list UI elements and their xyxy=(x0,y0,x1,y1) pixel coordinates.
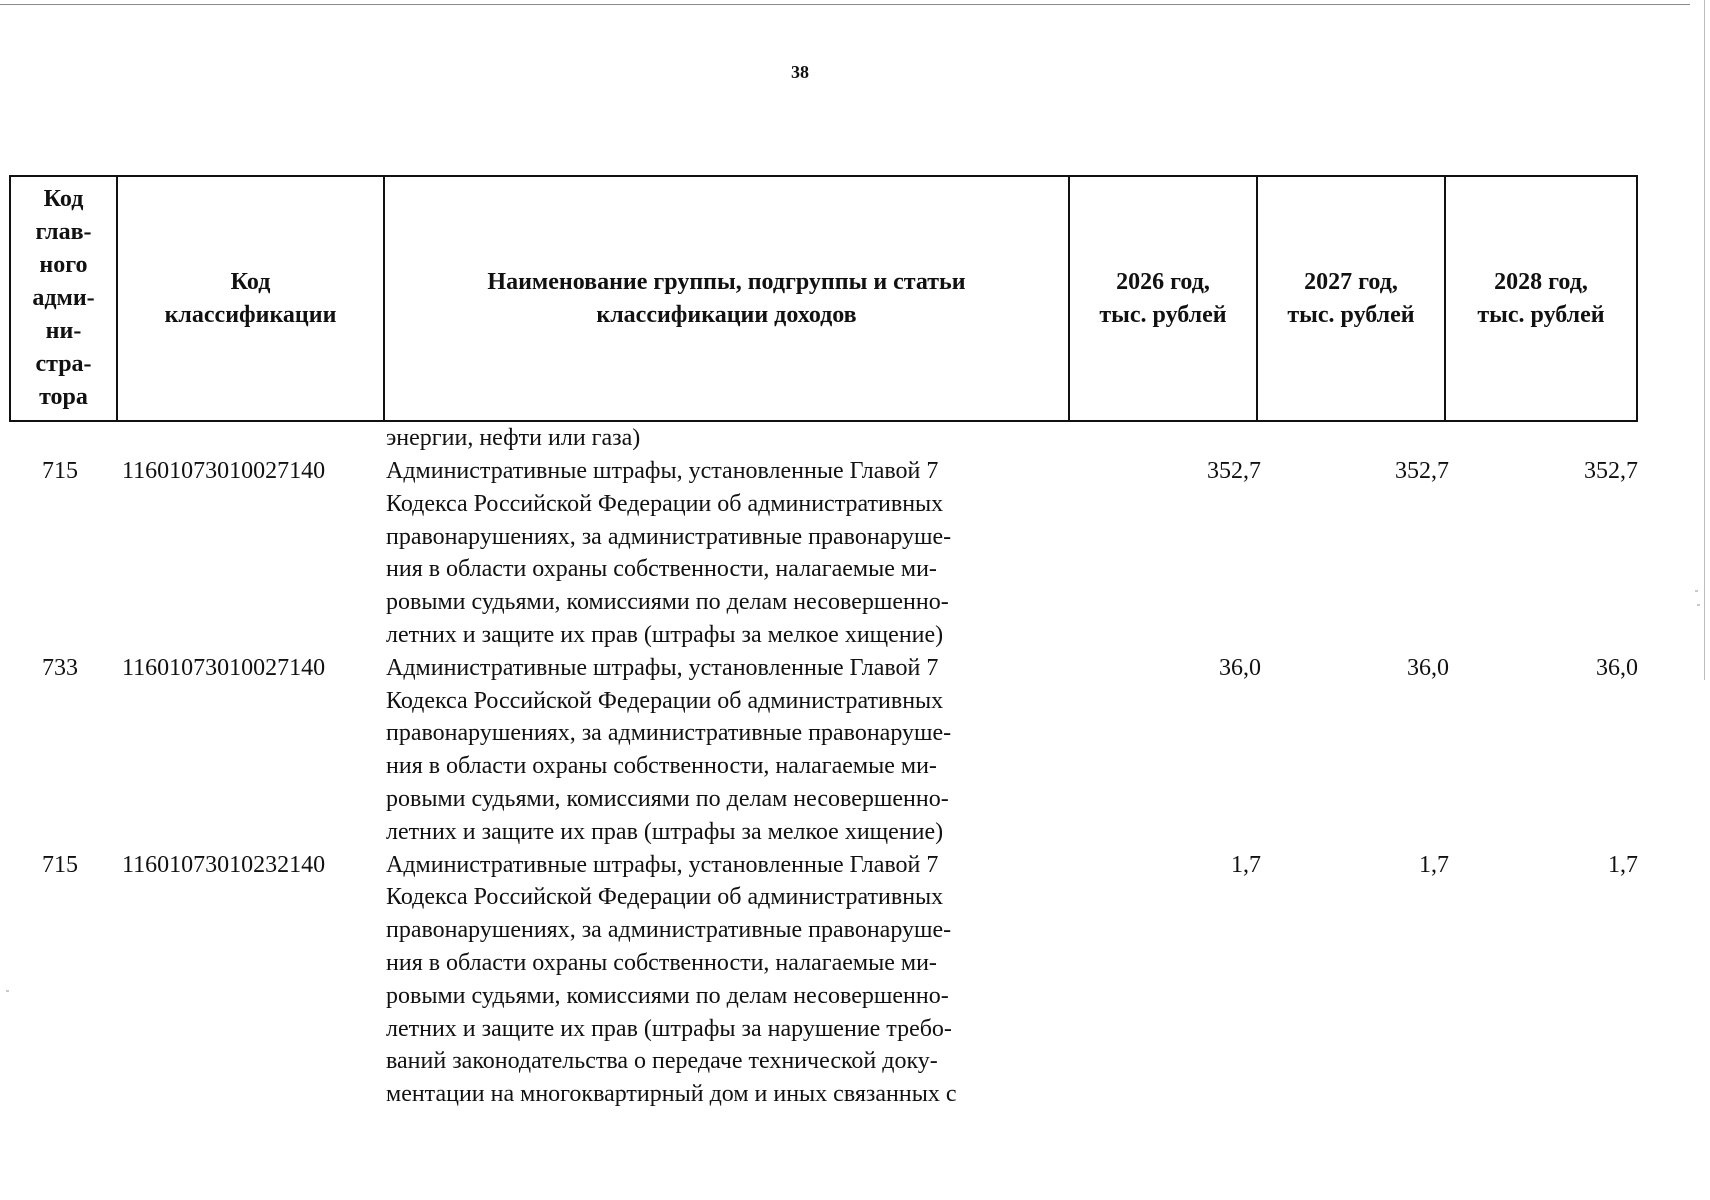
header-year-2026 xyxy=(1069,176,1257,421)
description-line: ровыми судьями, комиссиями по делам несовершенно- xyxy=(386,589,949,616)
value-2027-cell: 352,7 xyxy=(1395,458,1449,484)
description-line: ния в области охраны собственности, налагаемые ми- xyxy=(386,949,937,976)
header-classification-code-line: Код xyxy=(230,268,271,295)
description-line: Административные штрафы, установленные Главой 7 xyxy=(386,851,939,878)
value-2026-cell: 1,7 xyxy=(1231,851,1261,878)
description-line: правонарушениях, за административные правонаруше- xyxy=(386,720,952,747)
header-year-2028 xyxy=(1445,176,1637,421)
header-admin-code-line: адми- xyxy=(32,285,95,311)
value-2028-cell: 36,0 xyxy=(1596,654,1638,681)
description-line: ровыми судьями, комиссиями по делам несовершенно- xyxy=(386,785,949,812)
description-line: Кодекса Российской Федерации об административных xyxy=(386,884,944,911)
value-2028-cell: 1,7 xyxy=(1608,851,1638,878)
page-number: 38 xyxy=(791,62,809,82)
description-line: летних и защите их прав (штрафы за мелкое хищение) xyxy=(386,818,944,845)
description-line: летних и защите их прав (штрафы за нарушение требо- xyxy=(386,1015,952,1042)
header-admin-code-line: ного xyxy=(39,252,88,278)
header-admin-code-line: Код xyxy=(43,186,84,212)
header-year-2026-line: тыс. рублей xyxy=(1099,301,1227,328)
description-line: ния в области охраны собственности, налагаемые ми- xyxy=(386,753,937,780)
continuation-text: энергии, нефти или газа) xyxy=(386,425,641,451)
description-line: летних и защите их прав (штрафы за мелкое хищение) xyxy=(386,621,944,648)
description-line: правонарушениях, за административные правонаруше- xyxy=(386,917,952,944)
scan-speck xyxy=(1697,604,1700,606)
header-admin-code-line: тора xyxy=(39,384,88,410)
header-name-line: Наименование группы, подгруппы и статьи xyxy=(487,268,966,295)
header-name-line: классификации доходов xyxy=(596,301,857,328)
header-year-2028-line: 2028 год, xyxy=(1494,268,1588,295)
admin-code-cell: 715 xyxy=(42,458,78,484)
description-line: Административные штрафы, установленные Главой 7 xyxy=(386,458,939,484)
header-admin-code xyxy=(10,176,117,421)
header-year-2027 xyxy=(1257,176,1445,421)
scan-speck xyxy=(1695,590,1698,592)
classification-code-cell: 11601073010027140 xyxy=(122,654,326,681)
header-name xyxy=(384,176,1069,421)
classification-code-cell: 11601073010027140 xyxy=(122,458,326,484)
description-cell xyxy=(386,849,1086,1111)
description-line: Административные штрафы, установленные Главой 7 xyxy=(386,654,939,681)
value-2028-cell: 352,7 xyxy=(1584,458,1638,484)
description-line: Кодекса Российской Федерации об административных xyxy=(386,687,944,714)
description-cell xyxy=(386,455,1086,652)
header-year-2028-line: тыс. рублей xyxy=(1477,301,1605,328)
header-year-2026-line: 2026 год, xyxy=(1116,268,1210,295)
header-year-2027-line: тыс. рублей xyxy=(1287,301,1415,328)
table-row xyxy=(0,652,1710,849)
header-admin-code-line: глав- xyxy=(35,219,92,245)
table-header xyxy=(9,175,1638,422)
value-2027-cell: 1,7 xyxy=(1419,851,1449,878)
description-line: ровыми судьями, комиссиями по делам несовершенно- xyxy=(386,982,949,1009)
admin-code-cell: 715 xyxy=(42,851,78,878)
description-line: ваний законодательства о передаче технической доку- xyxy=(386,1048,938,1075)
header-classification-code-line: классификации xyxy=(164,301,337,328)
scan-border-line xyxy=(0,4,1690,5)
description-line: ния в области охраны собственности, налагаемые ми- xyxy=(386,556,937,583)
table-row xyxy=(0,849,1710,1111)
table-body xyxy=(0,422,1710,1111)
header-admin-code-line: ни- xyxy=(45,318,82,344)
value-2027-cell: 36,0 xyxy=(1407,654,1449,681)
header-admin-code-line: стра- xyxy=(35,351,92,377)
value-2026-cell: 352,7 xyxy=(1207,458,1261,484)
description-line: ментации на многоквартирный дом и иных связанных с xyxy=(386,1081,957,1108)
description-line: правонарушениях, за административные правонаруше- xyxy=(386,523,952,550)
header-classification-code xyxy=(117,176,384,421)
classification-code-cell: 11601073010232140 xyxy=(122,851,326,878)
header-year-2027-line: 2027 год, xyxy=(1304,268,1398,295)
description-cell xyxy=(386,652,1086,849)
table-row xyxy=(0,455,1710,652)
value-2026-cell: 36,0 xyxy=(1219,654,1261,681)
scan-speck xyxy=(6,990,9,992)
admin-code-cell: 733 xyxy=(42,654,78,681)
description-line: Кодекса Российской Федерации об административных xyxy=(386,490,944,517)
